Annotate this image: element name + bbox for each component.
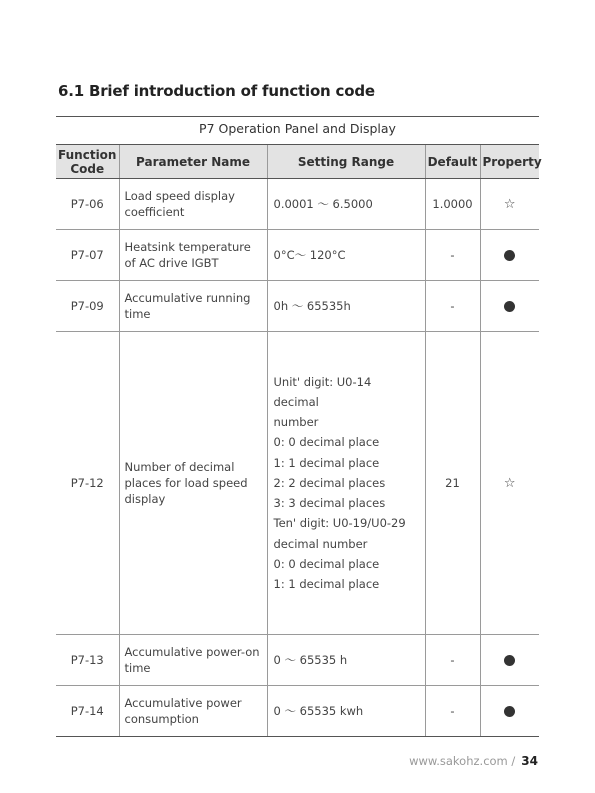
- setting-range-line: Unit' digit: U0-14 decimal: [273, 374, 372, 410]
- setting-range-line: Ten' digit: U0-19/U0-29: [273, 516, 406, 531]
- function-code-cell: P7-13: [56, 635, 119, 686]
- setting-range-line: decimal number: [273, 536, 368, 551]
- setting-range-cell: [267, 635, 425, 686]
- property-cell: [480, 686, 539, 737]
- default-cell: 1.0000: [425, 179, 480, 230]
- parameter-name-cell: Heatsink temperature of AC drive IGBT: [119, 230, 267, 281]
- property-cell: [480, 635, 539, 686]
- header-setting-range: Setting Range: [267, 145, 425, 179]
- setting-range-line: 1: 1 decimal place: [273, 455, 380, 470]
- header-property: Property: [480, 145, 539, 179]
- default-cell: -: [425, 635, 480, 686]
- function-code-cell: P7-06: [56, 179, 119, 230]
- filled-circle-icon: [504, 706, 515, 717]
- table-caption: P7 Operation Panel and Display: [199, 121, 396, 136]
- function-code-cell: P7-07: [56, 230, 119, 281]
- property-cell: [480, 230, 539, 281]
- table-row: [56, 686, 539, 737]
- setting-range-line: 0°C～ 120°C: [273, 248, 346, 262]
- default-cell: 21: [425, 332, 480, 635]
- function-code-cell: P7-14: [56, 686, 119, 737]
- property-cell: [480, 332, 539, 635]
- setting-range-line: 0: 0 decimal place: [273, 556, 380, 571]
- setting-range-line: 0 ～ 65535 h: [273, 653, 348, 667]
- property-cell: [480, 179, 539, 230]
- star-icon: ☆: [503, 475, 516, 491]
- setting-range-cell: [267, 686, 425, 737]
- setting-range-line: 0 ～ 65535 kwh: [273, 704, 364, 718]
- property-cell: [480, 281, 539, 332]
- table-row: [56, 332, 539, 635]
- function-code-cell: P7-12: [56, 332, 119, 635]
- setting-range-line: 0.0001 ～ 6.5000: [273, 197, 373, 211]
- default-cell: -: [425, 281, 480, 332]
- default-cell: -: [425, 230, 480, 281]
- parameter-table: [56, 144, 542, 737]
- page-number: 34: [521, 754, 538, 768]
- filled-circle-icon: [504, 301, 515, 312]
- setting-range-cell: [267, 230, 425, 281]
- section-title: 6.1 Brief introduction of function code: [58, 82, 375, 100]
- top-rule: [56, 116, 539, 117]
- setting-range-cell: [267, 179, 425, 230]
- table-header-row: [56, 145, 539, 179]
- setting-range-line: 0h ～ 65535h: [273, 299, 351, 313]
- setting-range-cell: [267, 332, 425, 635]
- setting-range-line: 3: 3 decimal places: [273, 496, 386, 511]
- parameter-name-cell: Accumulative running time: [119, 281, 267, 332]
- parameter-name-cell: Number of decimal places for load speed display: [119, 332, 267, 635]
- parameter-name-cell: Load speed display coefficient: [119, 179, 267, 230]
- table-row: [56, 179, 539, 230]
- header-parameter-name: Parameter Name: [119, 145, 267, 179]
- star-icon: ☆: [503, 196, 516, 212]
- filled-circle-icon: [504, 655, 515, 666]
- filled-circle-icon: [504, 250, 515, 261]
- table-row: [56, 230, 539, 281]
- header-default: Default: [425, 145, 480, 179]
- setting-range-line: 0: 0 decimal place: [273, 435, 380, 450]
- table-row: [56, 281, 539, 332]
- function-code-cell: P7-09: [56, 281, 119, 332]
- page-footer: [409, 754, 538, 768]
- parameter-name-cell: Accumulative power-on time: [119, 635, 267, 686]
- parameter-name-cell: Accumulative power consumption: [119, 686, 267, 737]
- table-row: [56, 635, 539, 686]
- header-function-code: Function Code: [56, 145, 119, 179]
- setting-range-line: number: [273, 415, 319, 430]
- default-cell: -: [425, 686, 480, 737]
- setting-range-line: 2: 2 decimal places: [273, 475, 386, 490]
- setting-range-cell: [267, 281, 425, 332]
- setting-range-line: 1: 1 decimal place: [273, 576, 380, 591]
- footer-website: www.sakohz.com /: [409, 754, 516, 768]
